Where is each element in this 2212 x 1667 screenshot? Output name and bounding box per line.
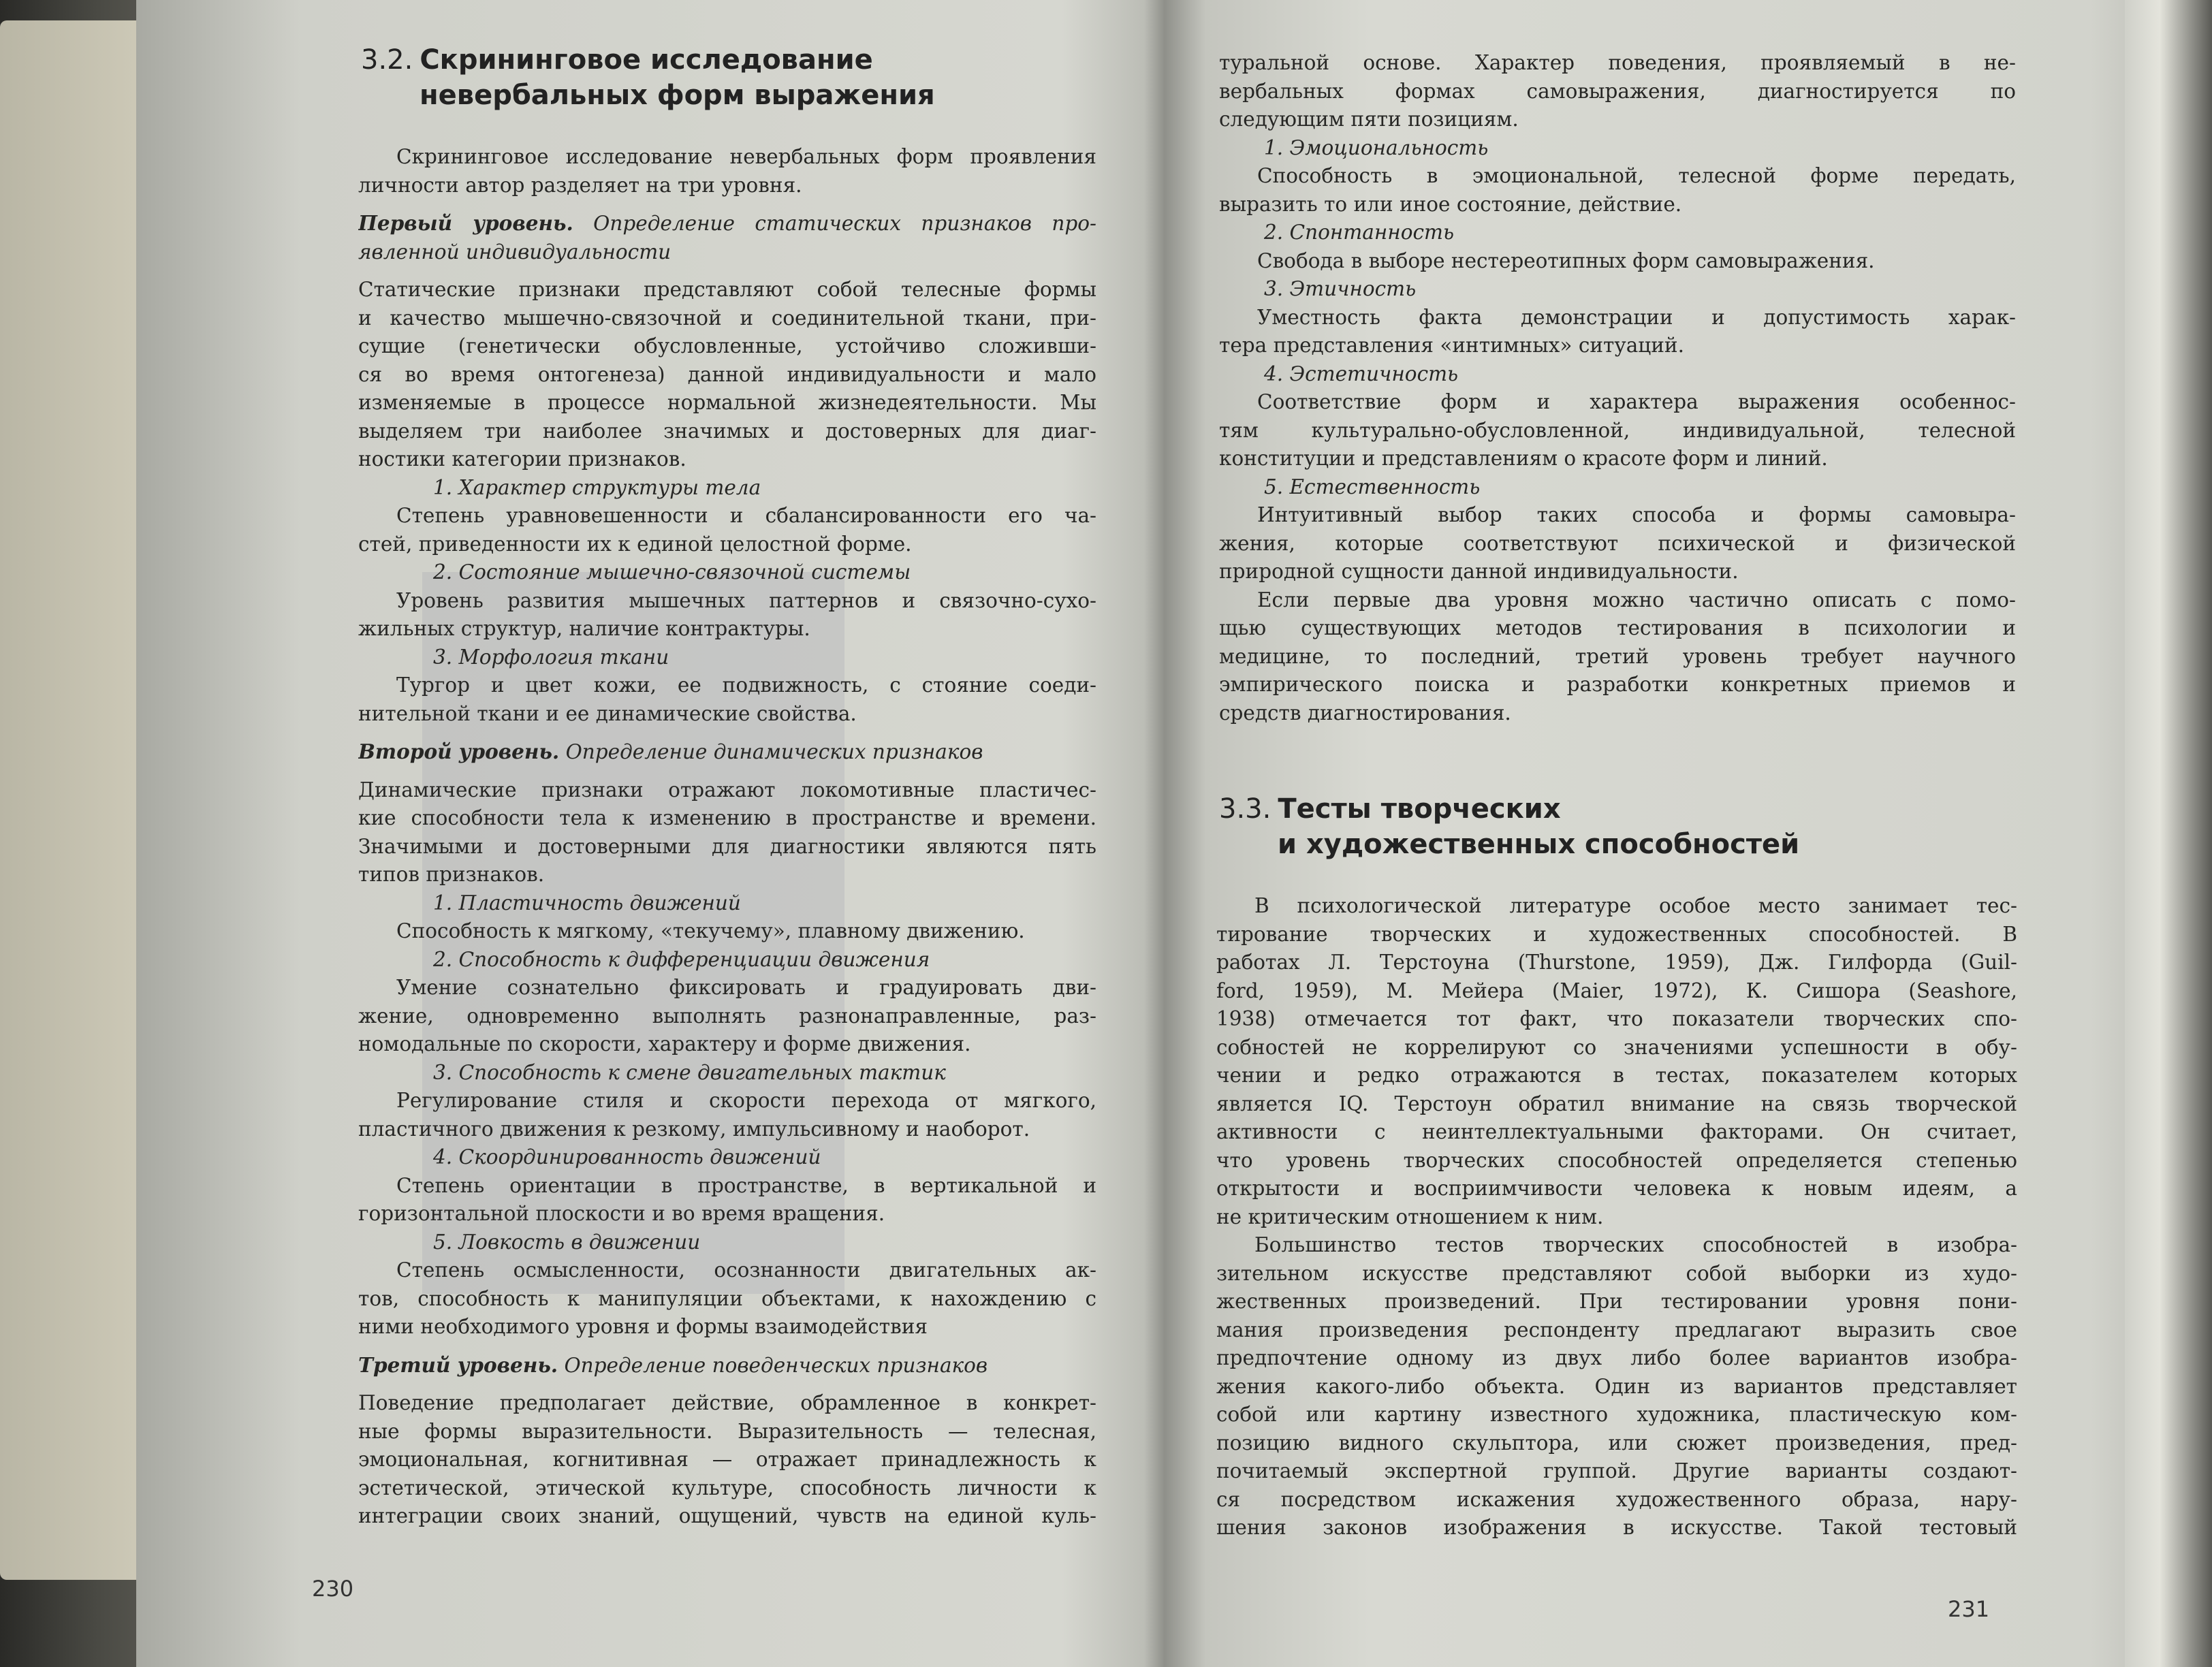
text-line: нительной ткани и ее динамические свойства. (358, 701, 857, 725)
item-title: 1. Эмоциональность (1264, 136, 1489, 159)
text-line: что уровень творческих способностей определяется степенью (1216, 1148, 2017, 1172)
text-line: Регулирование стиля и скорости перехода от мягкого, (396, 1089, 1096, 1112)
text-line: Значимыми и достоверными для диагностики являются пять (358, 834, 1096, 858)
text-line: собой или картину известного художника, пластическую ком- (1216, 1403, 2017, 1426)
text-line: ся во время онтогенеза) данной индивидуальности и мало (358, 362, 1096, 386)
section-heading-3-3 (1219, 791, 1799, 862)
level-3-heading: Третий уровень. Определение поведенческих признаков (358, 1352, 988, 1377)
text-line: открытости и восприимчивости человека к новым идеям, а (1216, 1177, 2017, 1200)
text-line: работах Л. Терстоуна (Thurstone, 1959), Дж. Гилфорда (Guil- (1216, 951, 2017, 974)
text-line: 1938) отмечается тот факт, что показатели творческих спо- (1216, 1007, 2017, 1030)
text-line: Поведение предполагает действие, обрамленное в конкрет- (358, 1391, 1096, 1414)
text-line: чении и редко отражаются в тестах, показателем которых (1216, 1064, 2017, 1087)
text-line: зительном искусстве представляют собой выборки из худо- (1216, 1261, 2017, 1285)
text-line: Способность к мягкому, «текучему», плавному движению. (396, 919, 1025, 942)
text-line: Тургор и цвет кожи, ее подвижность, с стояние соеди- (396, 673, 1096, 697)
text-line: жения какого-либо объекта. Один из вариантов представляет (1216, 1374, 2017, 1398)
section-title-line-1: Скрининговое исследование (420, 44, 873, 76)
text-line: тов, способность к манипуляции объектами, к нахождению с (358, 1286, 1096, 1310)
left-page (136, 0, 1151, 1667)
text-line: Способность в эмоциональной, телесной форме передать, (1257, 164, 2016, 187)
text-line: щью существующих методов тестирования в психологии и (1219, 616, 2016, 639)
text-line: средств диагностирования. (1219, 701, 1511, 725)
level-2-heading: Второй уровень. Определение динамических признаков (358, 740, 983, 763)
item-title: 2. Спонтанность (1264, 221, 1455, 244)
text-line: сущие (генетически обусловленные, устойчиво сложивши- (358, 334, 1096, 358)
text-line: Статические признаки представляют собой телесные формы (358, 278, 1096, 301)
text-line: ностики категории признаков. (358, 447, 686, 471)
text-line: Большинство тестов творческих способностей в изобра- (1254, 1233, 2017, 1256)
text-line: активности с неинтеллектуальными факторами. Он считает, (1216, 1120, 2017, 1143)
text-line: следующим пяти позициям. (1219, 108, 1519, 131)
text-line: типов признаков. (358, 863, 545, 886)
text-line: интеграции своих знаний, ощущений, чувств на единой куль- (358, 1504, 1096, 1527)
text-line: изменяемые в процессе нормальной жизнедеятельности. Мы (358, 391, 1096, 414)
text-line: позицию видного скульптора, или сюжет произведения, пред- (1216, 1431, 2017, 1455)
text-line: собностей не коррелируют со значениями успешности в обу- (1216, 1035, 2017, 1059)
text-line: медицине, то последний, третий уровень требует научного (1219, 644, 2016, 668)
text-line: конституции и представлениям о красоте форм и линий. (1219, 447, 1828, 470)
text-line: эмоциональная, когнитивная — отражает принадлежность к (358, 1448, 1096, 1471)
text-line: Уместность факта демонстрации и допустимость харак- (1257, 305, 2016, 329)
section-number: 3.2. (361, 44, 413, 76)
text-line: выделяем три наиболее значимых и достоверных для диаг- (358, 419, 1096, 443)
text-line: природной сущности данной индивидуальности. (1219, 560, 1739, 583)
item-title: 1. Характер структуры тела (433, 475, 761, 499)
right-page (1158, 0, 2193, 1667)
text-line: Уровень развития мышечных паттернов и связочно-сухо- (396, 588, 1096, 612)
text-line: почитаемый экспертной группой. Другие варианты создают- (1216, 1459, 2017, 1482)
text-line: ные формы выразительности. Выразительность — телесная, (358, 1419, 1096, 1443)
page-number-right: 231 (1948, 1596, 1990, 1622)
text-line: шения законов изображения в искусстве. Такой тестовый (1216, 1516, 2017, 1539)
text-line: тям культурально-обусловленной, индивидуальной, телесной (1219, 418, 2016, 442)
text-line: кие способности тела к изменению в пространстве и времени. (358, 806, 1096, 829)
text-line: выразить то или иное состояние, действие. (1219, 192, 1682, 216)
level-1-heading: Первый уровень. Определение статических признаков про- (358, 211, 1096, 235)
text-line: и качество мышечно-связочной и соединительной ткани, при- (358, 306, 1096, 330)
text-line: В психологической литературе особое место занимает тес- (1254, 894, 2017, 917)
item-title: 1. Пластичность движений (433, 891, 741, 915)
item-title: 3. Этичность (1264, 277, 1417, 300)
text-line: тера представления «интимных» ситуаций. (1219, 334, 1684, 357)
right-page-top-body (1219, 49, 2016, 727)
text-line: номодальные по скорости, характеру и форме движения. (358, 1032, 971, 1055)
section-title-line-1: Тесты творческих (1278, 793, 1561, 825)
page-number-left: 230 (312, 1576, 354, 1602)
item-title: 3. Способность к смене двигательных тактик (433, 1060, 946, 1084)
right-page-bottom-body (1216, 892, 2017, 1542)
text-line: ford, 1959), М. Мейера (Maier, 1972), К. Сишора (Seashore, (1216, 979, 2017, 1002)
text-line: Динамические признаки отражают локомотивные пластичес- (358, 778, 1096, 801)
text-line: не критическим отношением к ним. (1216, 1205, 1604, 1228)
text-line: Интуитивный выбор таких способа и формы самовыра- (1257, 503, 2016, 526)
item-title: 2. Способность к дифференциации движения (433, 947, 930, 971)
text-line: личности автор разделяет на три уровня. (358, 173, 802, 197)
item-title: 4. Скоординированность движений (433, 1145, 821, 1169)
text-line: ся посредством искажения художественного образа, нару- (1216, 1487, 2017, 1511)
text-line: жественных произведений. При тестировании уровня пони- (1216, 1290, 2017, 1313)
item-title: 2. Состояние мышечно-связочной системы (433, 560, 911, 584)
text-line: горизонтальной плоскости и во время вращения. (358, 1202, 885, 1225)
text-line: пластичного движения к резкому, импульсивному и наоборот. (358, 1117, 1030, 1141)
text-line: Умение сознательно фиксировать и градуировать дви- (396, 976, 1096, 999)
text-line: предпочтение одному из двух либо более вариантов изобра- (1216, 1346, 2017, 1369)
section-title-line-2: невербальных форм выражения (420, 80, 935, 111)
section-heading-3-2 (361, 42, 935, 113)
item-title: 5. Естественность (1264, 475, 1481, 498)
text-line: жения, которые соответствуют психической и физической (1219, 531, 2016, 555)
text-line: ними необходимого уровня и формы взаимодействия (358, 1315, 928, 1338)
text-line: Степень ориентации в пространстве, в вертикальной и (396, 1173, 1096, 1197)
text-line: тирование творческих и художественных способностей. В (1216, 922, 2017, 946)
item-title: 5. Ловкость в движении (433, 1230, 701, 1254)
section-number: 3.3. (1219, 793, 1271, 825)
level-1-heading-cont: явленной индивидуальности (358, 240, 672, 264)
text-line: Свобода в выборе нестереотипных форм самовыражения. (1257, 249, 1875, 272)
text-line: Соответствие форм и характера выражения особеннос- (1257, 390, 2016, 413)
text-line: Степень осмысленности, осознанности двигательных ак- (396, 1258, 1096, 1282)
text-line: вербальных формах самовыражения, диагностируется по (1219, 79, 2016, 103)
item-title: 4. Эстетичность (1264, 362, 1459, 385)
text-line: Скрининговое исследование невербальных форм проявления (396, 145, 1096, 168)
item-title: 3. Морфология ткани (433, 645, 669, 669)
text-line: Если первые два уровня можно частично описать с помо- (1257, 588, 2016, 612)
section-title-line-2: и художественных способностей (1278, 829, 1800, 860)
text-line: Степень уравновешенности и сбалансированности его ча- (396, 504, 1096, 527)
left-page-body (358, 143, 1096, 1531)
text-line: мания произведения респонденту предлагают выразить свое (1216, 1318, 2017, 1341)
text-line: жение, одновременно выполнять разнонаправленные, раз- (358, 1004, 1096, 1028)
text-line: является IQ. Терстоун обратил внимание на связь творческой (1216, 1092, 2017, 1115)
text-line: туральной основе. Характер поведения, проявляемый в не- (1219, 51, 2016, 74)
text-line: эмпирического поиска и разработки конкретных приемов и (1219, 673, 2016, 696)
text-line: стей, приведенности их к единой целостной форме. (358, 532, 912, 556)
text-line: эстетической, этической культуре, способность личности к (358, 1476, 1096, 1499)
text-line: жильных структур, наличие контрактуры. (358, 617, 810, 640)
